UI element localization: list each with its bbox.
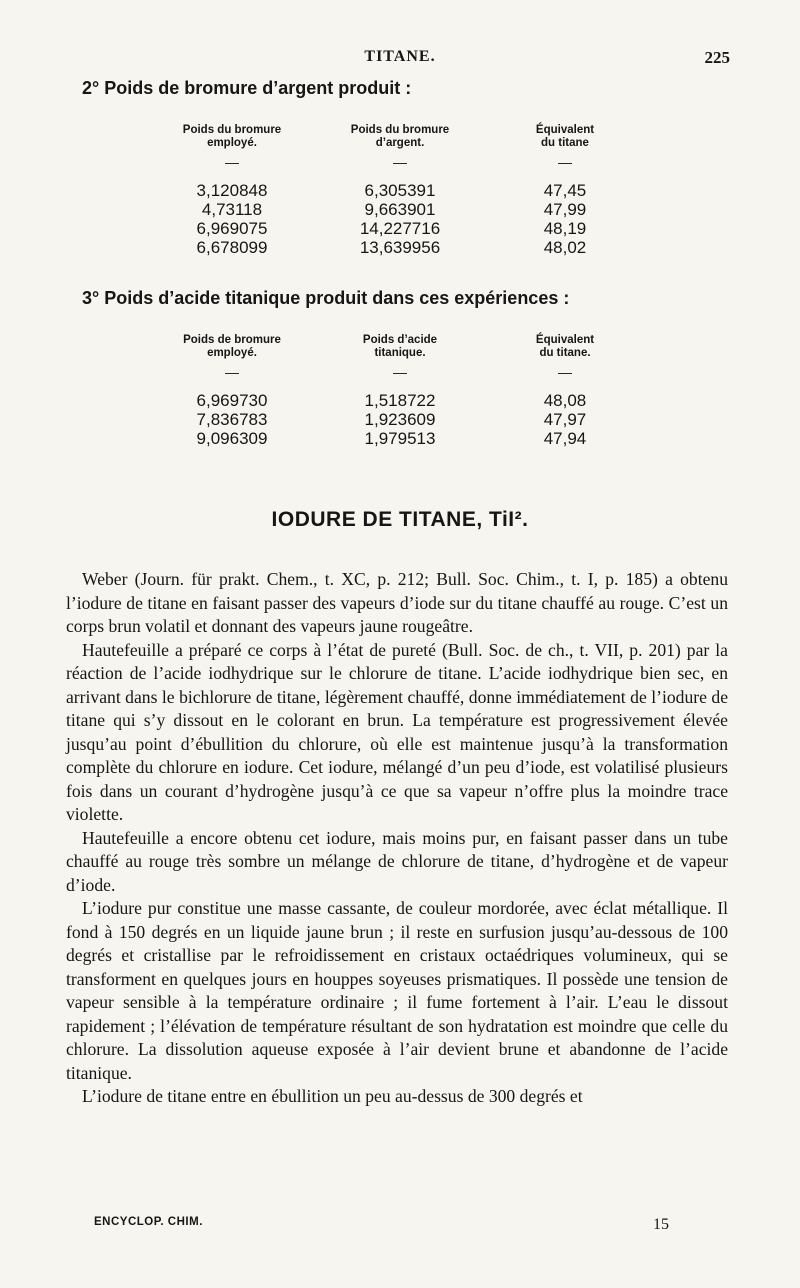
paragraph: L’iodure pur constitue une masse cassante, de couleur mordorée, avec éclat métallique. Il fond à 150 degrés en un liquide jaune brun ; il reste en surfusion jusqu’au-dessous de 100 degrés et cristallise par le refroidissement en cristaux octaédriques volumineux, qui se transforment en quelques jours en houppes soyeuses prismatiques. Il possède une tension de vapeur sensible à la température ordinaire ; il fume fortement à l’air. L’eau le dissout rapidement ; l’élévation de température résultant de son hydratation est moindre que celle du chlorure. La dissolution aqueuse exposée à l’air devient brune et abandonne de l’acide titanique. (66, 898, 728, 1083)
column-header: Poids du bromure (350, 124, 450, 136)
table-column (510, 334, 620, 448)
paragraph: Weber (Journ. für prakt. Chem., t. XC, p. 212; Bull. Soc. Chim., t. I, p. 185) a obtenu l’iodure de titane en faisant passer des vapeurs d’iode sur du titane chauffé au rouge. C’est un corps brun volatil et donnant des vapeurs jaune rougeâtre. (66, 569, 728, 636)
table-column (510, 124, 620, 257)
running-title: TITANE. (364, 48, 436, 65)
column-header: du titane (541, 137, 589, 149)
sheet-number: 15 (653, 1216, 669, 1233)
paragraph: Hautefeuille a préparé ce corps à l’état de pureté (Bull. Soc. de ch., t. VII, p. 201) par la réaction de l’acide iodhydrique sur le chlorure de titane. L’acide iodhydrique bien sec, en arrivant dans le bichlorure de titane, légèrement chauffé, donne immédiatement de l’iodure de titane qui s’y dissout en le colorant en brun. La température est progressivement élevée jusqu’au point d’ébullition du chlorure, où elle est maintenue jusqu’à la transformation complète du chlorure en iodure. Cet iodure, mélangé d’un peu d’iode, est volatilisé plusieurs fois dans un courant d’hydrogène jusqu’à ce que sa vapeur n’offre plus la moindre trace violette. (66, 639, 728, 824)
table-cell: 13,639956 (359, 238, 441, 257)
column-header: Poids du bromure (182, 124, 282, 136)
table-cell: 14,227716 (359, 219, 441, 238)
column-dash: — (558, 154, 572, 170)
section-2-heading: 2° Poids de bromure d’argent produit : (82, 78, 412, 98)
column-header: Équivalent (535, 124, 595, 136)
running-head (0, 48, 800, 70)
column-header: d’argent. (375, 137, 425, 149)
table-column (172, 334, 292, 448)
table-cell: 6,969075 (196, 219, 268, 238)
table-cell: 6,678099 (196, 238, 268, 257)
column-header: Équivalent (535, 334, 595, 346)
table-cell: 47,97 (543, 410, 587, 429)
table-cell: 47,94 (543, 429, 587, 448)
table-cell: 48,19 (543, 219, 587, 238)
table-column (330, 124, 470, 257)
column-header: Poids de bromure (183, 334, 281, 346)
column-header: employé. (207, 137, 257, 149)
table-cell: 6,305391 (364, 181, 436, 200)
table-cell: 47,99 (543, 200, 587, 219)
table-cell: 1,923609 (364, 410, 436, 429)
table-cell: 48,08 (543, 391, 587, 410)
section-title: IODURE DE TITANE, TiI². (271, 508, 529, 531)
column-dash: — (225, 154, 239, 170)
column-dash: — (225, 364, 239, 380)
paragraph: Hautefeuille a encore obtenu cet iodure, mais moins pur, en faisant passer dans un tube chauffé au rouge très sombre un mélange de chlorure de titane, d’hydrogène et de vapeur d’iode. (66, 827, 728, 895)
column-header: employé. (207, 347, 257, 359)
paragraph: L’iodure de titane entre en ébullition un peu au-dessus de 300 degrés et (82, 1086, 583, 1106)
table-cell: 9,663901 (364, 200, 436, 219)
table-column (330, 334, 470, 448)
table-cell: 6,969730 (196, 391, 268, 410)
table-cell: 3,120848 (196, 181, 268, 200)
table-cell: 47,45 (543, 181, 587, 200)
column-header: titanique. (374, 347, 426, 359)
table-column (172, 124, 292, 257)
body-text (66, 568, 728, 1109)
column-header: du titane. (539, 347, 591, 359)
table-cell: 1,518722 (364, 391, 436, 410)
page-footer (0, 1216, 800, 1236)
column-header: Poids d’acide (362, 334, 438, 346)
column-dash: — (393, 364, 407, 380)
table-cell: 4,73118 (201, 200, 263, 219)
table-cell: 9,096309 (196, 429, 268, 448)
table-cell: 48,02 (543, 238, 587, 257)
table-cell: 1,979513 (364, 429, 436, 448)
column-dash: — (558, 364, 572, 380)
section-3-heading: 3° Poids d’acide titanique produit dans ces expériences : (82, 288, 570, 308)
table-cell: 7,836783 (196, 410, 268, 429)
column-dash: — (393, 154, 407, 170)
signature-mark: ENCYCLOP. CHIM. (94, 1216, 203, 1228)
page-number: 225 (704, 48, 730, 67)
